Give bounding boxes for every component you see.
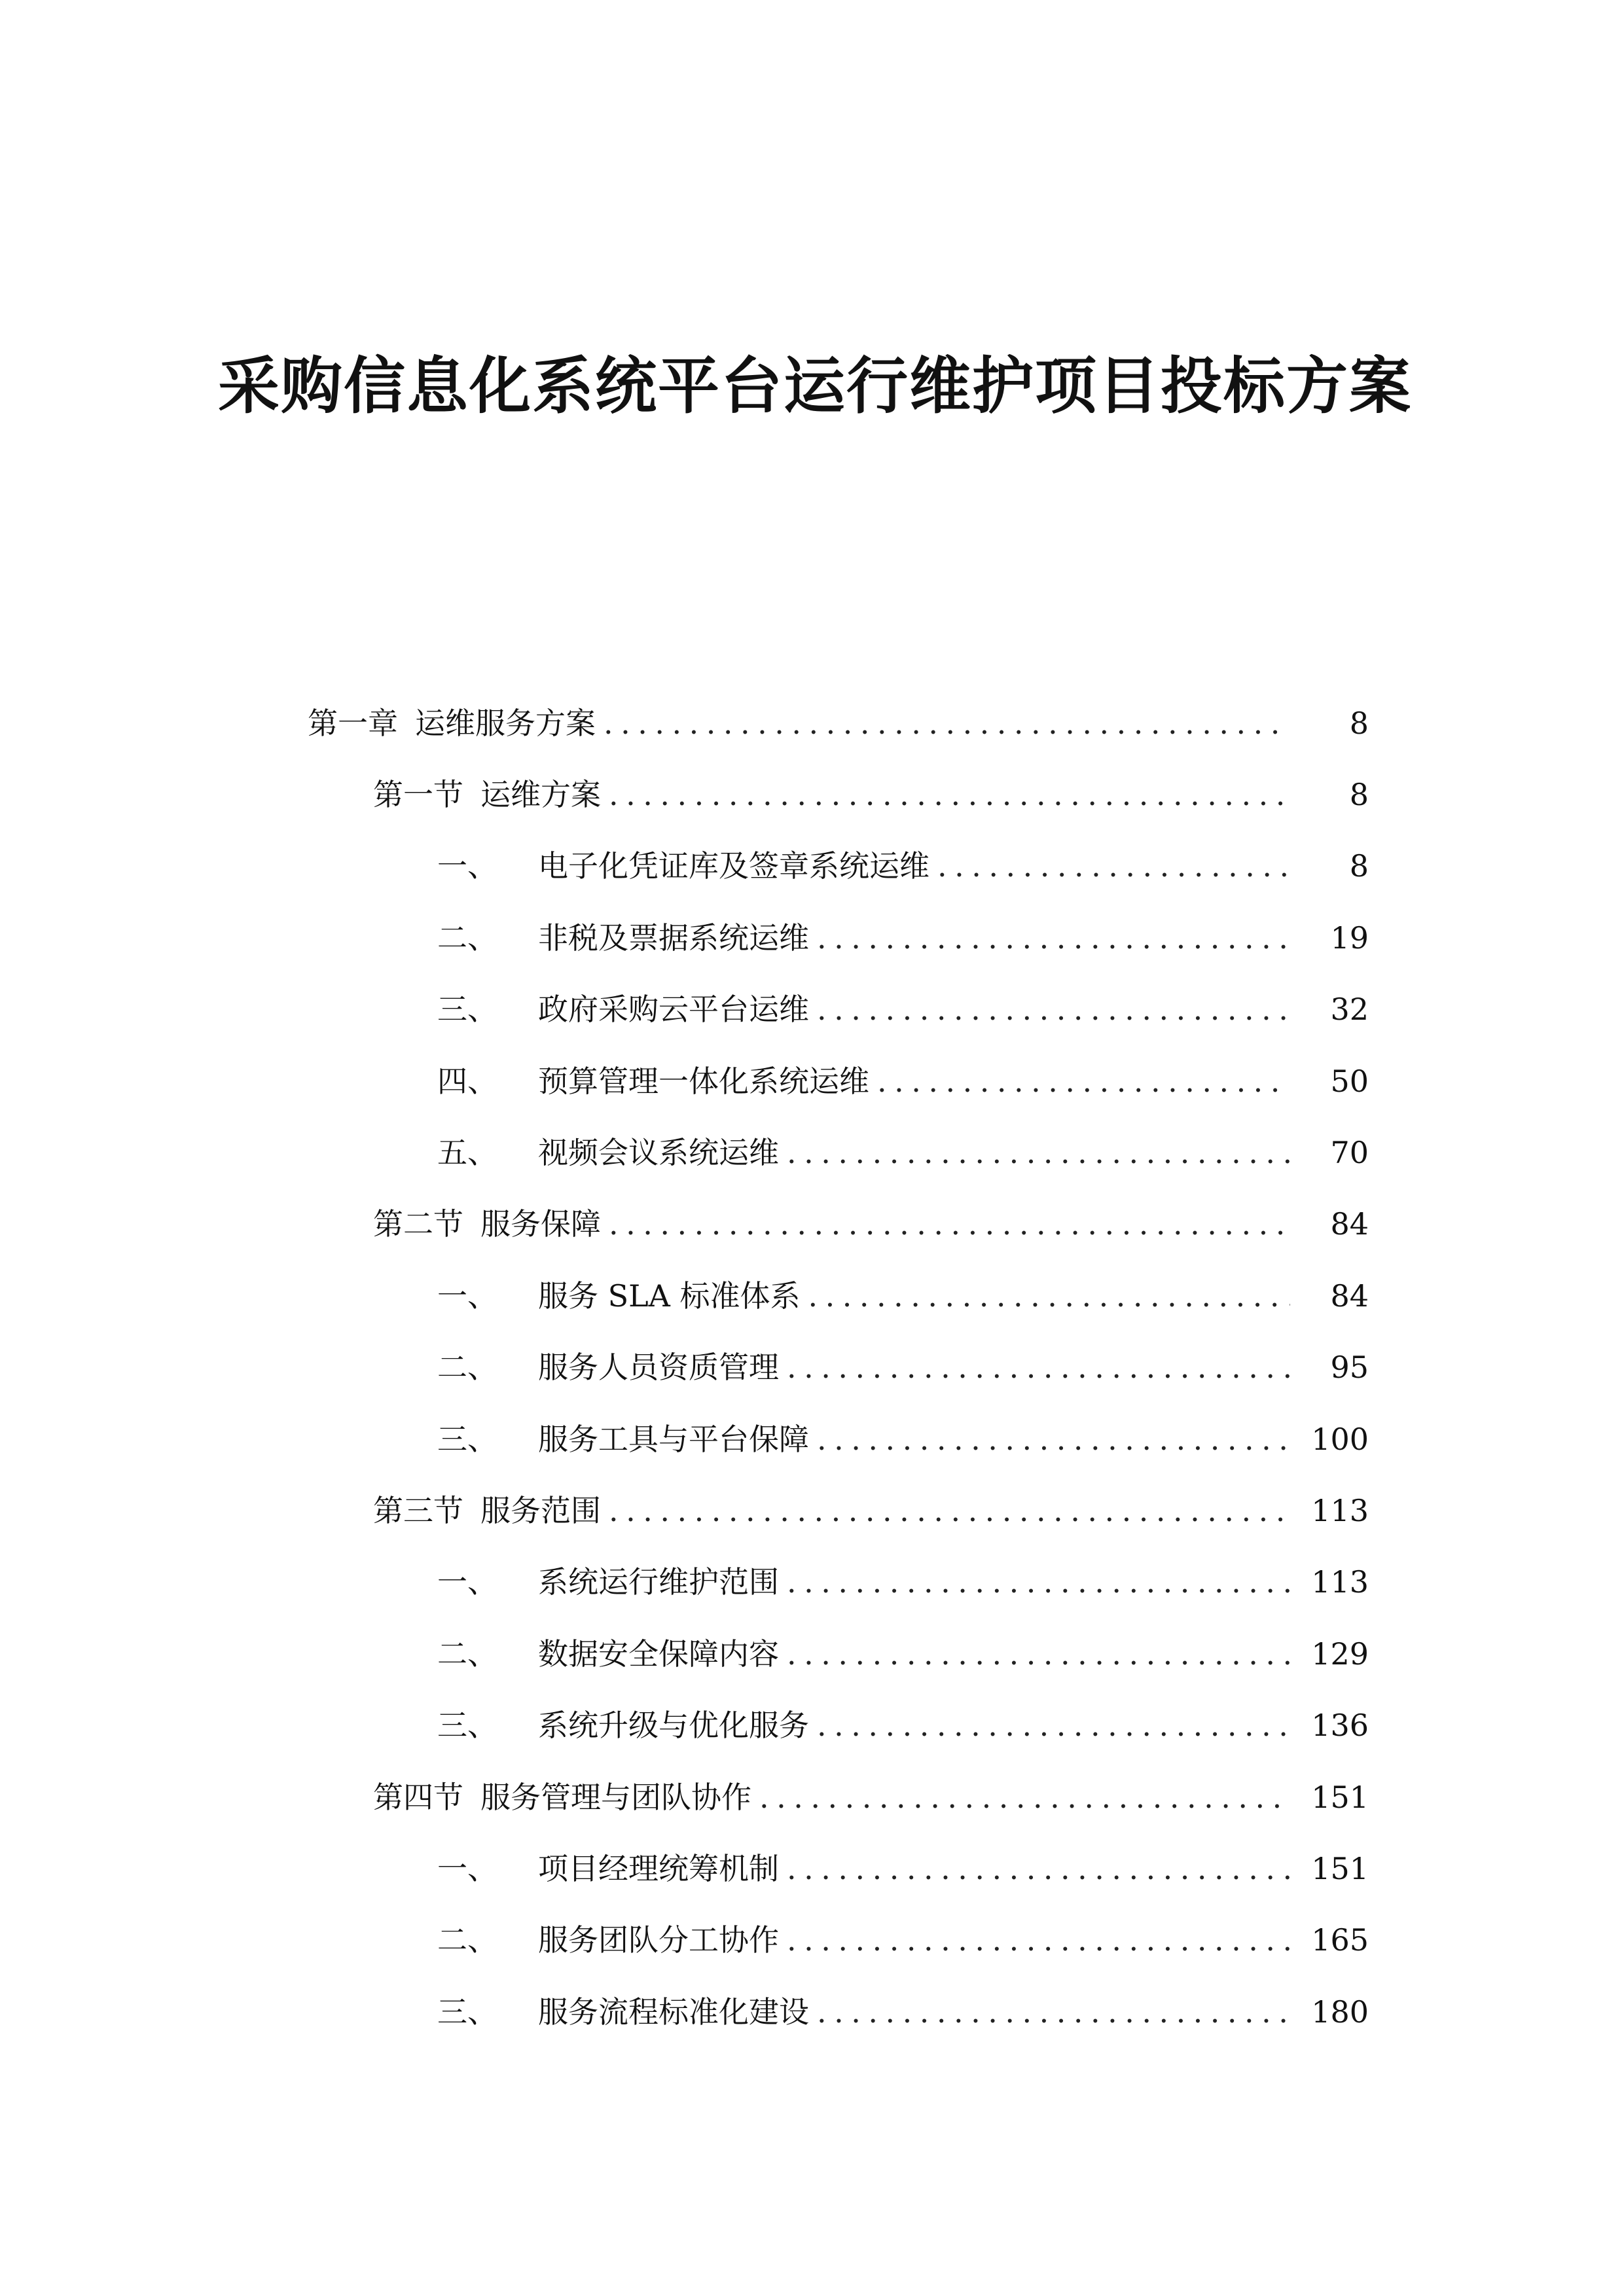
- toc-entry[interactable]: [0, 1260, 1624, 1331]
- toc-entry[interactable]: [0, 1905, 1624, 1976]
- toc-page-number: 95: [1330, 1350, 1369, 1386]
- toc-entry[interactable]: [0, 1189, 1624, 1260]
- toc-entry[interactable]: [0, 902, 1624, 973]
- toc-page-number: 84: [1330, 1206, 1369, 1242]
- toc-entry-title: 服务人员资质管理: [538, 1350, 779, 1386]
- toc-page-number: 113: [1311, 1492, 1369, 1528]
- toc-page-number: 113: [1311, 1564, 1369, 1600]
- toc-entry[interactable]: [0, 1403, 1624, 1475]
- toc-entry-title: 项目经理统筹机制: [538, 1850, 779, 1886]
- toc-page-number: 151: [1311, 1779, 1369, 1815]
- toc-page-number: 32: [1330, 992, 1369, 1028]
- toc-entry-title: 服务管理与团队协作: [480, 1779, 751, 1815]
- toc-entry-number: 三、: [437, 1994, 497, 2030]
- toc-entry-label: [437, 990, 809, 1029]
- toc-dot-leader: [604, 704, 1290, 743]
- toc-entry[interactable]: [0, 1618, 1624, 1689]
- toc-entry-number: 三、: [437, 992, 497, 1028]
- toc-entry-title: 数据安全保障内容: [538, 1636, 779, 1672]
- toc-entry-title: 视频会议系统运维: [538, 1135, 779, 1171]
- toc-entry-number: 二、: [437, 920, 497, 956]
- toc-dot-leader: [787, 1634, 1290, 1674]
- toc-dot-leader: [817, 1706, 1290, 1745]
- toc-entry-label: [437, 1706, 809, 1745]
- toc-entry-label: [437, 1276, 801, 1316]
- toc-entry-number: 一、: [437, 848, 497, 884]
- toc-page-number: 151: [1311, 1850, 1369, 1886]
- toc-entry-title: 服务范围: [480, 1492, 601, 1528]
- toc-page-number: 165: [1311, 1922, 1369, 1958]
- toc-dot-leader: [787, 1562, 1290, 1602]
- toc-entry-label: [308, 704, 596, 743]
- toc-entry-label: [437, 1348, 779, 1387]
- toc-page-number: 100: [1311, 1421, 1369, 1457]
- toc-entry-number: 二、: [437, 1636, 497, 1672]
- toc-entry-title: 服务保障: [480, 1206, 601, 1242]
- toc-dot-leader: [609, 775, 1290, 814]
- toc-page-number: 8: [1349, 848, 1369, 884]
- toc-dot-leader: [759, 1778, 1290, 1817]
- toc-entry-label: [437, 1062, 869, 1101]
- toc-entry-title: 运维服务方案: [415, 705, 596, 741]
- toc-entry[interactable]: [0, 759, 1624, 830]
- toc-entry[interactable]: [0, 1045, 1624, 1117]
- toc-dot-leader: [787, 1348, 1290, 1387]
- toc-entry-title: 运维方案: [480, 777, 601, 813]
- toc-page-number: 136: [1311, 1708, 1369, 1744]
- toc-dot-leader: [817, 1420, 1290, 1459]
- toc-entry[interactable]: [0, 1689, 1624, 1761]
- toc-entry-number: 第一节: [373, 777, 463, 813]
- toc-dot-leader: [609, 1204, 1290, 1244]
- toc-entry-title: 服务 SLA 标准体系: [538, 1278, 801, 1314]
- toc-entry-number: 五、: [437, 1135, 497, 1171]
- toc-entry-title: 政府采购云平台运维: [538, 992, 809, 1028]
- toc-entry-title: 服务工具与平台保障: [538, 1421, 809, 1457]
- toc-page-number: 50: [1330, 1063, 1369, 1099]
- toc-entry-label: [437, 1992, 809, 2032]
- toc-dot-leader: [937, 846, 1290, 886]
- toc-entry-title: 系统升级与优化服务: [538, 1708, 809, 1744]
- toc-entry-label: [437, 918, 809, 958]
- toc-entry-label: [437, 1133, 779, 1172]
- toc-entry-label: [437, 1634, 779, 1674]
- toc-entry-title: 电子化凭证库及签章系统运维: [538, 848, 929, 884]
- toc-entry-label: [373, 1778, 751, 1817]
- toc-entry-number: 第三节: [373, 1492, 463, 1528]
- toc-entry-title: 服务团队分工协作: [538, 1922, 779, 1958]
- toc-dot-leader: [787, 1920, 1290, 1960]
- toc-entry-number: 三、: [437, 1421, 497, 1457]
- toc-dot-leader: [877, 1062, 1290, 1101]
- toc-entry[interactable]: [0, 687, 1624, 759]
- toc-entry-title: 预算管理一体化系统运维: [538, 1063, 869, 1099]
- toc-entry-label: [437, 1420, 809, 1459]
- toc-page-number: 70: [1330, 1135, 1369, 1171]
- toc-dot-leader: [808, 1276, 1290, 1316]
- toc-dot-leader: [817, 990, 1290, 1029]
- toc-entry-title: 非税及票据系统运维: [538, 920, 809, 956]
- toc-entry-number: 四、: [437, 1063, 497, 1099]
- toc-page-number: 19: [1330, 920, 1369, 956]
- toc-entry-number: 第一章: [308, 705, 398, 741]
- toc-entry[interactable]: [0, 1976, 1624, 2047]
- toc-entry-number: 一、: [437, 1564, 497, 1600]
- toc-entry-number: 一、: [437, 1850, 497, 1886]
- toc-entry-label: [437, 1562, 779, 1602]
- toc-entry-label: [373, 1204, 601, 1244]
- toc-entry[interactable]: [0, 1547, 1624, 1618]
- toc-entry[interactable]: [0, 1475, 1624, 1546]
- toc-page-number: 180: [1311, 1994, 1369, 2030]
- toc-dot-leader: [817, 918, 1290, 958]
- table-of-contents: [0, 687, 1624, 2047]
- toc-entry-number: 第二节: [373, 1206, 463, 1242]
- toc-page-number: 84: [1330, 1278, 1369, 1314]
- toc-dot-leader: [817, 1992, 1290, 2032]
- toc-entry-number: 二、: [437, 1350, 497, 1386]
- toc-entry[interactable]: [0, 974, 1624, 1045]
- toc-entry-number: 二、: [437, 1922, 497, 1958]
- toc-dot-leader: [787, 1849, 1290, 1888]
- toc-entry[interactable]: [0, 1761, 1624, 1833]
- toc-entry-title: 系统运行维护范围: [538, 1564, 779, 1600]
- toc-entry-number: 第四节: [373, 1779, 463, 1815]
- toc-entry[interactable]: [0, 1117, 1624, 1188]
- document-title: 采购信息化系统平台运行维护项目投标方案: [217, 351, 1412, 422]
- toc-entry-number: 一、: [437, 1278, 497, 1314]
- toc-entry[interactable]: [0, 831, 1624, 902]
- toc-entry[interactable]: [0, 1833, 1624, 1904]
- toc-dot-leader: [787, 1133, 1290, 1172]
- toc-entry-number: 三、: [437, 1708, 497, 1744]
- toc-entry-label: [437, 846, 929, 886]
- toc-entry-label: [437, 1920, 779, 1960]
- toc-entry-label: [437, 1849, 779, 1888]
- toc-page-number: 129: [1311, 1636, 1369, 1672]
- toc-entry-label: [373, 1491, 601, 1530]
- toc-page-number: 8: [1349, 777, 1369, 813]
- toc-entry-title: 服务流程标准化建设: [538, 1994, 809, 2030]
- toc-entry-label: [373, 775, 601, 814]
- toc-page-number: 8: [1349, 705, 1369, 741]
- toc-entry[interactable]: [0, 1332, 1624, 1403]
- toc-dot-leader: [609, 1491, 1290, 1530]
